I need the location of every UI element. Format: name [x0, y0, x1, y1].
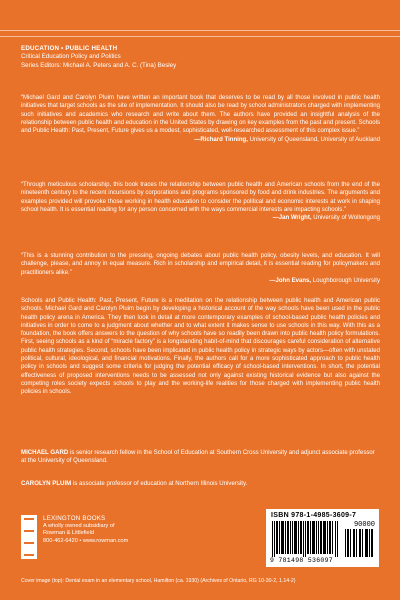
barcode-digits: 9 781498 536097 [270, 557, 334, 564]
endorsement-attribution [21, 277, 380, 285]
endorsement-text: “This is a stunning contribution to the pressing, ongoing debates about public health policy, obesity levels, and education. It will challenge, please, and annoy in equal measure. Rich in scholarship and empirical detail, it is essential reading for policymakers and practitioners alike.” [21, 253, 380, 276]
isbn-number: ISBN 978-1-4985-3609-7 [271, 512, 357, 519]
subject-category: EDUCATION • PUBLIC HEALTH [21, 45, 118, 52]
author-bio-text: is senior research fellow in the School of Education at Southern Cross University and adjunct associate professor at the University of Queensland. [21, 449, 375, 465]
endorsement-attribution [21, 214, 380, 222]
isbn-barcode [266, 509, 379, 567]
publisher-info [43, 515, 128, 565]
endorser-name: —Jan Wright, [272, 215, 312, 222]
author-bio-2 [21, 480, 380, 488]
endorser-affiliation: University of Wollongong [311, 215, 380, 222]
series-name: Critical Education Policy and Politics [21, 53, 121, 60]
endorsement-1 [21, 94, 380, 144]
publisher-block [21, 515, 128, 565]
divider-rule [0, 36, 400, 37]
price-barcode-bars [345, 529, 373, 557]
publisher-line: Rowman & Littlefield [43, 530, 94, 537]
barcode-bars [272, 521, 340, 557]
author-name: MICHAEL GARD [21, 449, 69, 456]
author-bio-text: is associate professor of education at Northern Illinois University. [71, 480, 248, 487]
author-name: CAROLYN PLUIM [21, 480, 72, 487]
endorser-affiliation: University of Queensland, University of Auckland [247, 136, 380, 143]
endorser-name: —Richard Tinning, [194, 136, 248, 143]
top-band [0, 0, 400, 30]
endorsement-text: “Michael Gard and Carolyn Pluim have written an important book that deserves to be read by all those involved in public health initiatives that target schools as the site of implementation. It should also be read by school administrators charged with implementing such initiatives and academics who research and write about them. The authors have provided an insightful analysis of the relationship between public health and education in the United States by drawing on key examples from the past and present. Schools and Public Health: Past, Present, Future gives us a modest, sophisticated, well-researched assessment of this complex issue.” [21, 95, 380, 135]
endorsement-attribution [21, 136, 380, 144]
publisher-contact: 800-462-6420 • www.rowman.com [43, 537, 129, 544]
publisher-logo [21, 515, 37, 559]
endorsement-text: “Through meticulous scholarship, this book traces the relationship between public health and American schools from the end of the nineteenth century to the recent incursions by corporations and programs sponsored by food and drink industries. The arguments and examples provided will provoke those working in health education to consider the political and economic interests at work in shaping school health. It is essential reading for any person concerned with the ways commercial interests are impacting schools.” [21, 182, 380, 214]
price-code: 90000 [353, 521, 375, 529]
author-bio-1 [21, 449, 380, 466]
series-info [21, 44, 381, 70]
cover-image-credit: Cover image (top): Dental exam in an elementary school, Hamilton (ca. 1930) (Archives of Ontario, RG 10-30-2, 1.14-2) [21, 578, 296, 584]
endorser-affiliation: Loughborough University [311, 278, 380, 285]
publisher-line: A wholly owned subsidiary of [43, 522, 115, 529]
endorsement-3 [21, 252, 380, 285]
endorser-name: —John Evans, [269, 278, 312, 285]
book-description: Schools and Public Health: Past, Present, Future is a meditation on the relationship between public health and American public schools. Michael Gard and Carolyn Pluim begin by developing a historical account of the way schools have been used in the public health policy arena in America. They then look in detail at more contemporary examples of school-based public health policies and initiatives in order to come to a judgment about whether and to what extent it makes sense to use schools in this way. With this as a foundation, the book offers answers to the question of why schools have so readily been drawn into public health policy formulations. First, seeing schools as a kind of “miracle factory” is a longstanding habit-of-mind that discourages careful consideration of alternative public health strategies. Second, schools have been implicated in public health policy in strategic ways by actors—often with unstated political, cultural, ideological, and financial motivations. Finally, the authors call for a more sophisticated approach to public health policy in schools and suggest some criteria for judging the potential efficacy of school-based interventions. In short, the potential effectiveness of proposed interventions needs to be assessed not only against existing historical evidence but also against the competing roles society expects schools to play and the working-life realities for those charged with implementing public health policies in schools. [21, 298, 380, 396]
publisher-name: LEXINGTON BOOKS [43, 515, 106, 522]
series-editors: Series Editors: Michael A. Peters and A. C. (Tina) Besley [21, 61, 177, 69]
divider-rule [0, 30, 400, 31]
endorsement-2 [21, 181, 380, 223]
